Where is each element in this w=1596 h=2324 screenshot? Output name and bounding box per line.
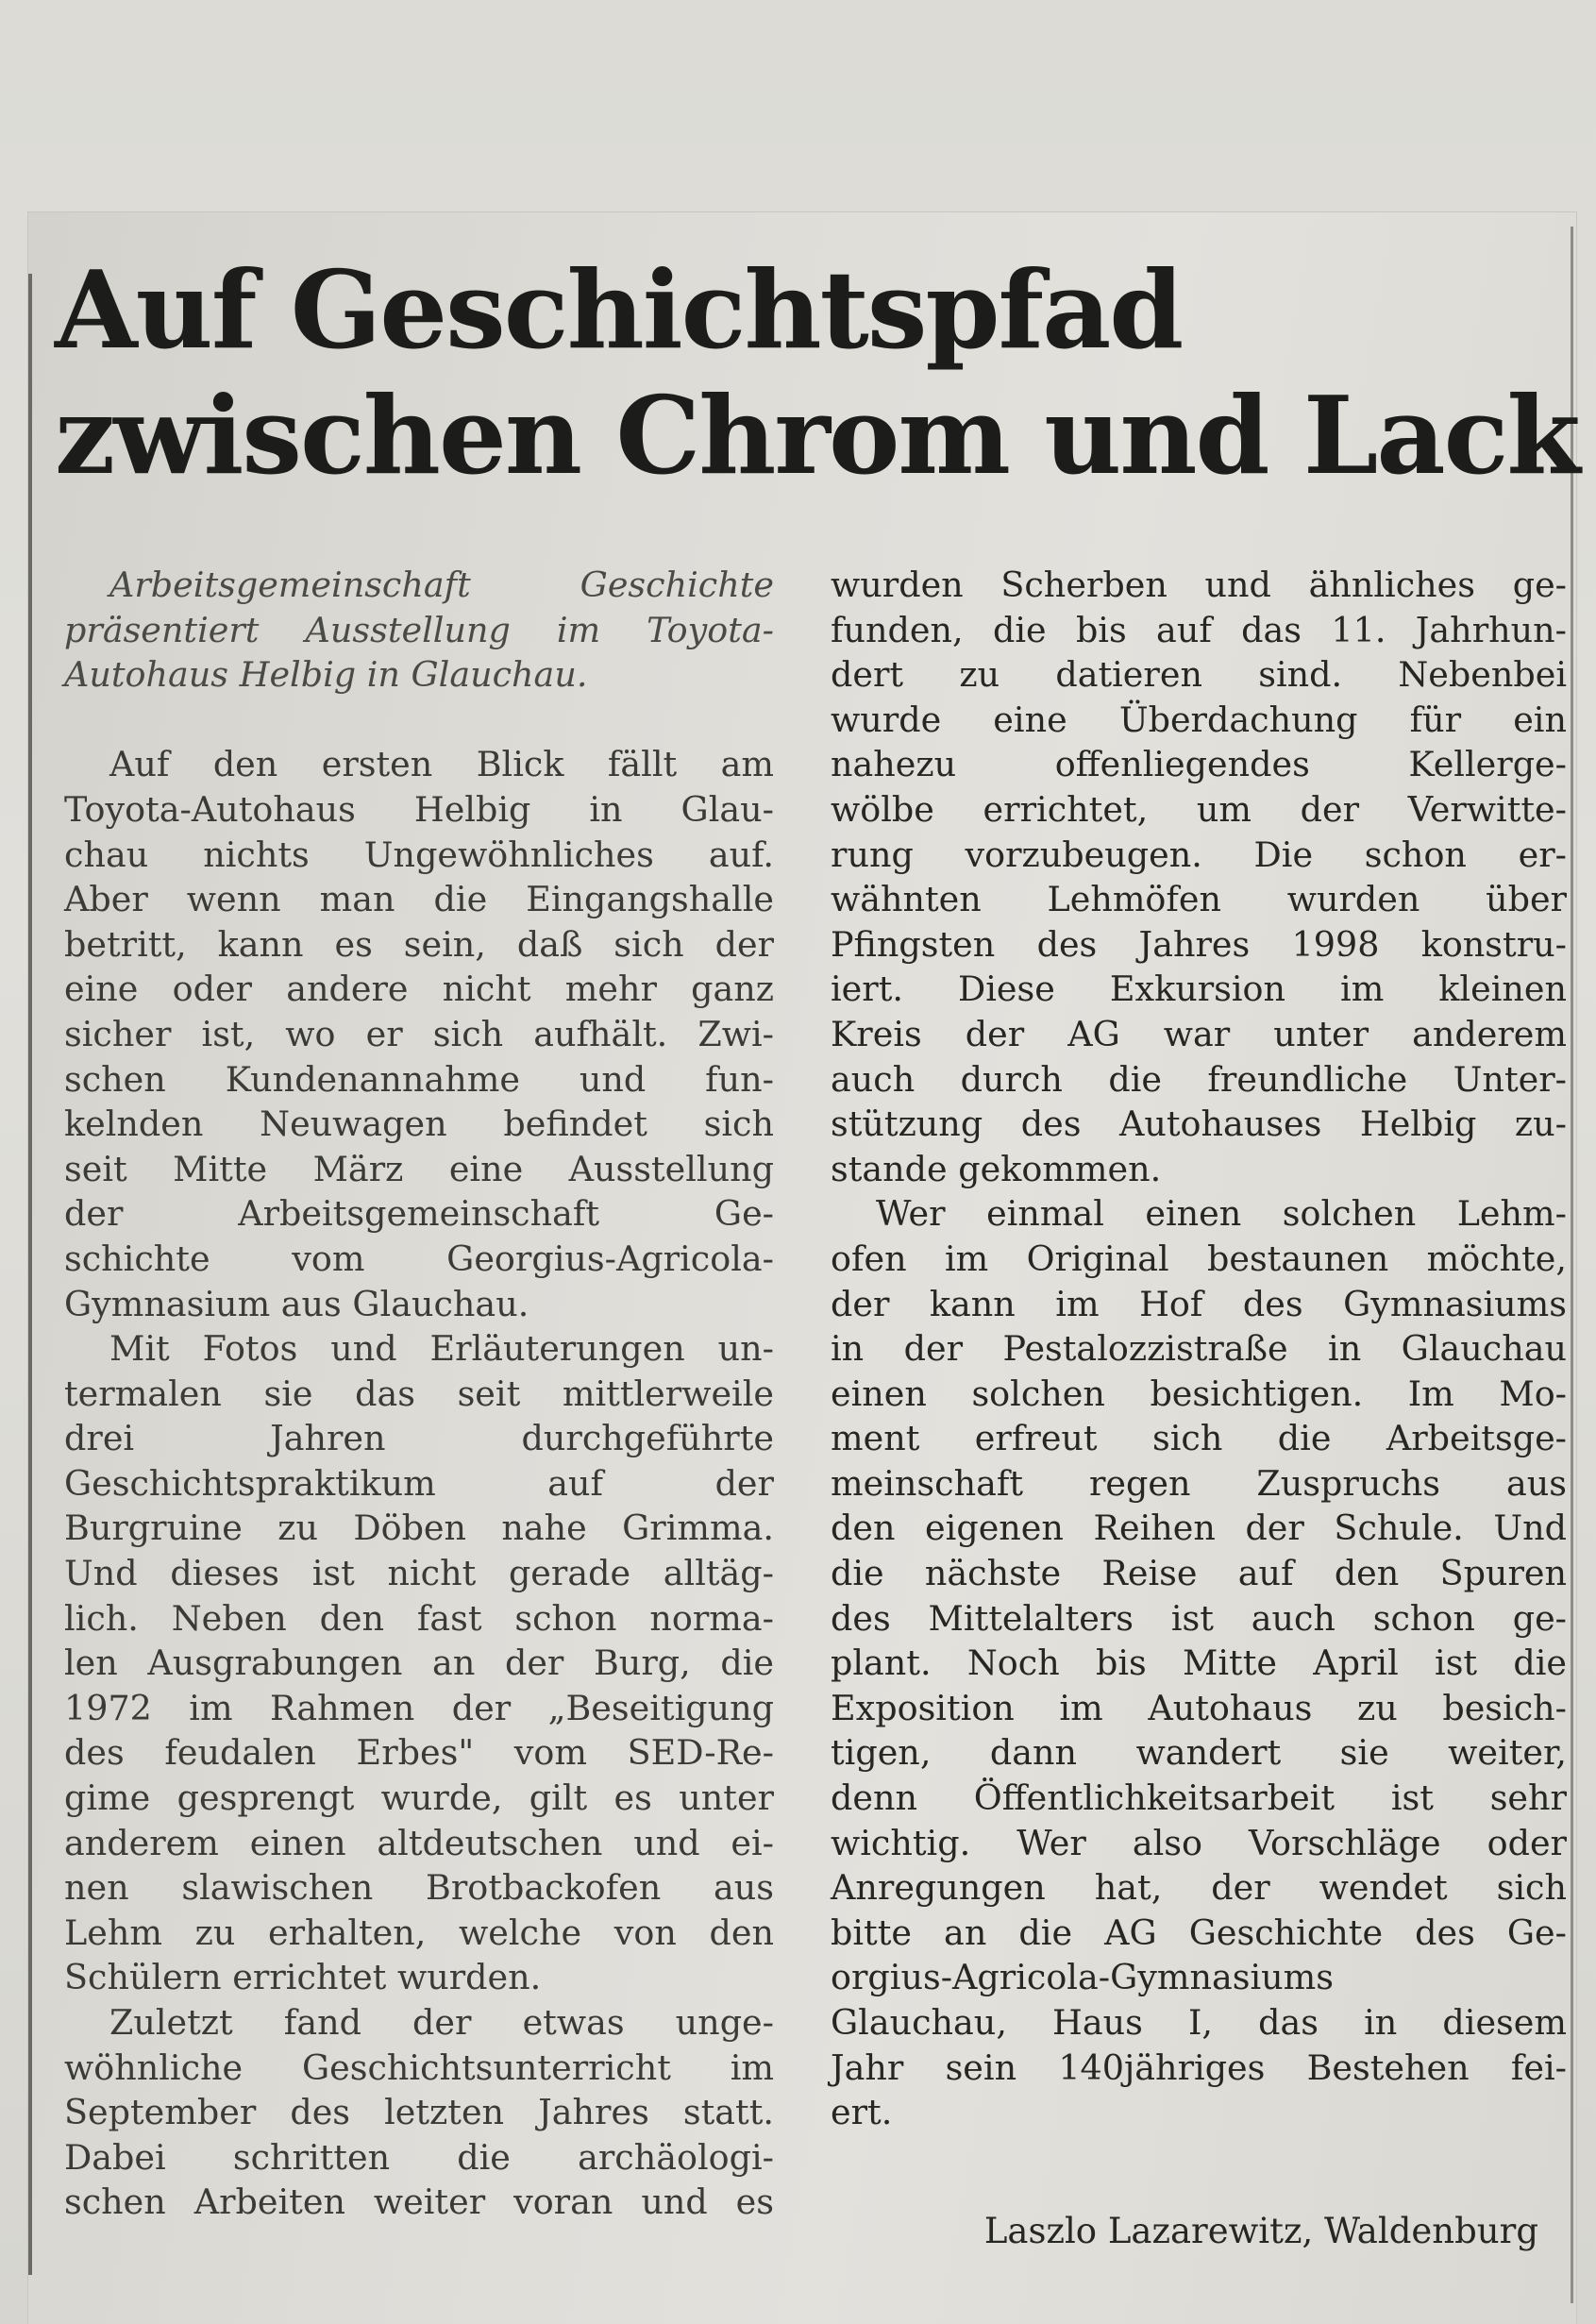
text-line: nen slawischen Brotbackofen aus [64,1867,774,1909]
text-line: ofen im Original bestaunen möchte, [831,1238,1567,1279]
text-line: rung vorzubeugen. Die schon er- [831,834,1567,875]
lede-line: Autohaus Helbig in Glauchau. [64,654,588,696]
text-line: kelnden Neuwagen befindet sich [64,1103,774,1145]
text-line: Auf den ersten Blick fällt am [109,744,774,785]
text-line: den eigenen Reihen der Schule. Und [831,1507,1567,1549]
text-line: Zuletzt fand der etwas unge- [109,2002,774,2043]
text-line: plant. Noch bis Mitte April ist die [831,1642,1567,1684]
text-line: wurden Scherben und ähnliches ge- [831,564,1567,605]
text-line: orgius-Agricola-Gymnasiums [831,1957,1334,1998]
text-line: stützung des Autohauses Helbig zu- [831,1103,1567,1145]
text-line: Exposition im Autohaus zu besich- [831,1687,1567,1728]
text-line: sicher ist, wo er sich aufhält. Zwi- [64,1013,774,1054]
right-paragraph-1 [831,563,1567,1191]
text-line: ert. [831,2092,893,2133]
byline: Laszlo Lazarewitz, Waldenburg [983,2211,1538,2251]
text-line: Jahr sein 140jähriges Bestehen fei- [831,2046,1567,2088]
text-line: auch durch die freundliche Unter- [831,1058,1567,1100]
text-line: Schülern errichtet wurden. [64,1957,542,1998]
text-line: schen Kundenannahme und fun- [64,1058,774,1100]
text-line: drei Jahren durchgeführte [64,1418,774,1459]
text-line: Burgruine zu Döben nahe Grimma. [64,1507,774,1549]
text-line: Glauchau, Haus I, das in diesem [831,2002,1567,2043]
text-line: wähnten Lehmöfen wurden über [831,879,1567,920]
text-line: stande gekommen. [831,1148,1162,1189]
text-line: chau nichts Ungewöhnliches auf. [64,834,774,875]
text-line: tigen, dann wandert sie weiter, [831,1732,1567,1774]
text-line: Dabei schritten die archäologi- [64,2136,774,2178]
text-line: gime gesprengt wurde, gilt es unter [64,1777,774,1819]
text-line: Geschichtspraktikum auf der [64,1462,774,1504]
text-line: Anregungen hat, der wendet sich [831,1867,1567,1909]
text-line: lich. Neben den fast schon norma- [64,1597,774,1639]
left-paragraph-2 [64,1326,774,2000]
text-line: der Arbeitsgemeinschaft Ge- [64,1193,774,1235]
text-line: len Ausgrabungen an der Burg, die [64,1642,774,1684]
left-paragraph-1 [64,742,774,1326]
right-column [831,563,1567,2135]
headline-line-2: zwischen Chrom und Lack [55,373,1579,498]
text-line: Und dieses ist nicht gerade alltäg- [64,1553,774,1594]
text-line: in der Pestalozzistraße in Glauchau [831,1328,1567,1370]
text-line: des Mittelalters ist auch schon ge- [831,1597,1567,1639]
text-line: dert zu datieren sind. Nebenbei [831,654,1567,696]
text-line: September des letzten Jahres statt. [64,2092,774,2133]
text-line: iert. Diese Exkursion im kleinen [831,968,1567,1010]
text-line: wöhnliche Geschichtsunterricht im [64,2046,774,2088]
text-line: Pfingsten des Jahres 1998 konstru- [831,923,1567,965]
text-line: ment erfreut sich die Arbeitsge- [831,1418,1567,1459]
right-paragraph-2 [831,1191,1567,2134]
spacer [64,698,774,743]
text-line: bitte an die AG Geschichte des Ge- [831,1911,1567,1953]
text-line: seit Mitte März eine Ausstellung [64,1148,774,1189]
clipping-left-rule [28,274,32,2275]
text-line: Aber wenn man die Eingangshalle [64,879,774,920]
text-line: anderem einen altdeutschen und ei- [64,1822,774,1863]
text-line: wölbe errichtet, um der Verwitte- [831,788,1567,830]
text-line: die nächste Reise auf den Spuren [831,1553,1567,1594]
lede [64,563,774,698]
clipping-right-edge [1571,227,1573,2303]
text-line: Kreis der AG war unter anderem [831,1013,1567,1054]
text-line: schen Arbeiten weiter voran und es [64,2181,774,2223]
text-line: 1972 im Rahmen der „Beseitigung [64,1687,774,1728]
text-line: der kann im Hof des Gymnasiums [831,1283,1567,1324]
text-line: schichte vom Georgius-Agricola- [64,1238,774,1279]
left-column [64,563,774,2225]
text-line: wichtig. Wer also Vorschläge oder [831,1822,1567,1863]
text-line: betritt, kann es sein, daß sich der [64,923,774,965]
text-line: wurde eine Überdachung für ein [831,699,1567,740]
text-line: einen solchen besichtigen. Im Mo- [831,1373,1567,1414]
text-line: funden, die bis auf das 11. Jahrhun- [831,609,1567,650]
text-line: Gymnasium aus Glauchau. [64,1283,529,1324]
text-line: eine oder andere nicht mehr ganz [64,968,774,1010]
text-line: termalen sie das seit mittlerweile [64,1373,774,1414]
text-line: nahezu offenliegendes Kellerge- [831,744,1567,785]
text-line: des feudalen Erbes" vom SED-Re- [64,1732,774,1774]
text-line: Mit Fotos und Erläuterungen un- [109,1328,774,1370]
text-line: Toyota-Autohaus Helbig in Glau- [64,788,774,830]
text-line: Wer einmal einen solchen Lehm- [876,1193,1567,1235]
left-paragraph-3 [64,2000,774,2225]
lede-line: präsentiert Ausstellung im Toyota- [64,609,774,650]
lede-line: Arbeitsgemeinschaft Geschichte [109,564,774,605]
text-line: meinschaft regen Zuspruchs aus [831,1462,1567,1504]
headline-line-1: Auf Geschichtspfad [55,247,1183,373]
text-line: Lehm zu erhalten, welche von den [64,1911,774,1953]
text-line: denn Öffentlichkeitsarbeit ist sehr [831,1777,1567,1819]
headline [55,247,1579,498]
